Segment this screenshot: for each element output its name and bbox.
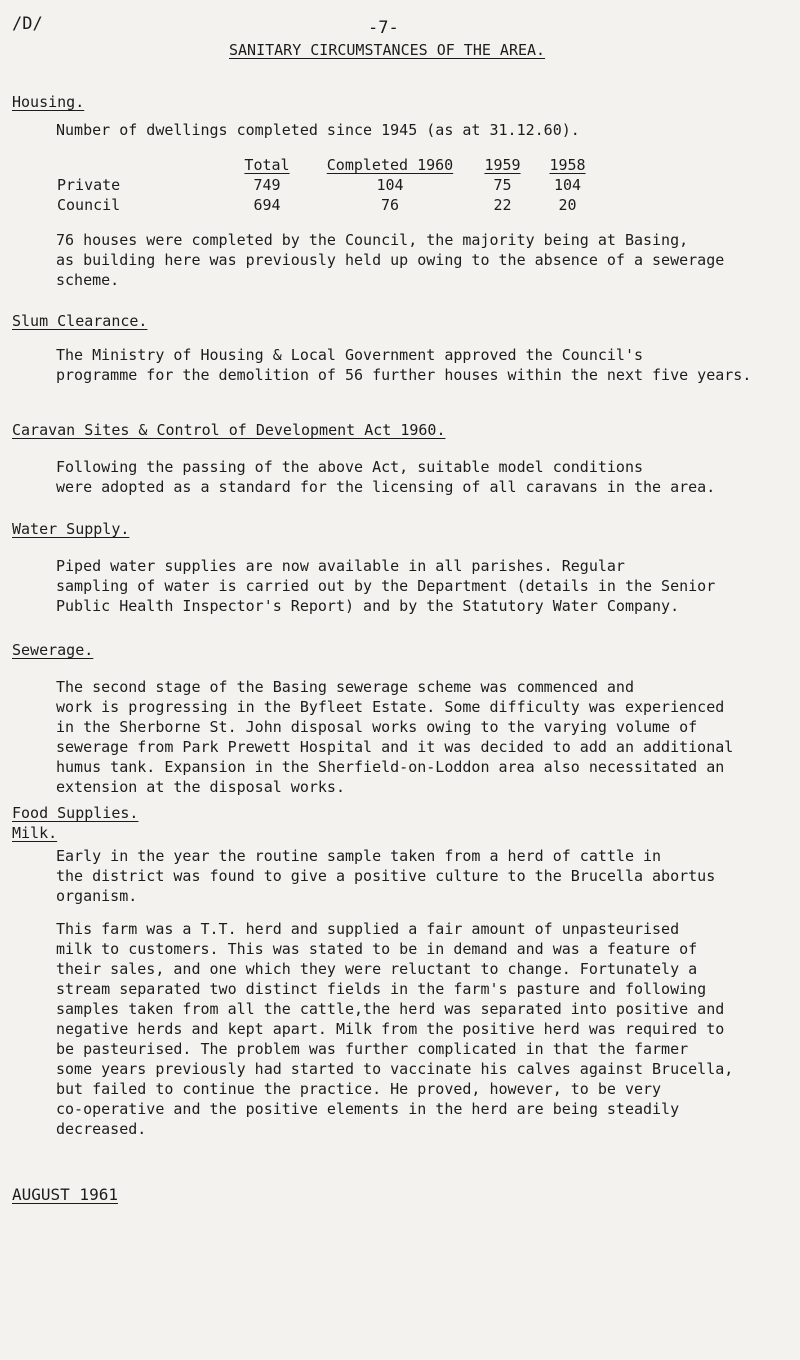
food-heading: Food Supplies. bbox=[12, 804, 139, 822]
caravan-text: Following the passing of the above Act, suitable model conditions were adopted as a standard for the licensing of all caravans in the area. bbox=[56, 458, 716, 496]
document-ref: /D/ bbox=[12, 14, 43, 34]
table-cell: 749 bbox=[253, 176, 281, 194]
column-header: 1958 bbox=[549, 156, 586, 174]
table-cell: 76 bbox=[380, 196, 400, 214]
slum-text: The Ministry of Housing & Local Government approved the Council's programme for the demolition of 56 further houses within the next five years. bbox=[56, 346, 752, 384]
housing-note: 76 houses were completed by the Council, the majority being at Basing, as building here was previously held up owing to the absence of a sewerage scheme. bbox=[56, 231, 725, 289]
slum-heading: Slum Clearance. bbox=[12, 312, 148, 330]
housing-heading: Housing. bbox=[12, 93, 85, 111]
footer-date: AUGUST 1961 bbox=[12, 1185, 118, 1204]
water-heading: Water Supply. bbox=[12, 520, 130, 538]
row-label: Private bbox=[57, 176, 121, 194]
table-cell: 20 bbox=[558, 196, 577, 214]
page-title: SANITARY CIRCUMSTANCES OF THE AREA. bbox=[229, 41, 546, 59]
table-cell: 104 bbox=[376, 176, 404, 194]
page-number: -7- bbox=[368, 18, 399, 38]
column-header: Total bbox=[244, 156, 290, 174]
column-header: Completed 1960 bbox=[326, 156, 454, 174]
housing-intro: Number of dwellings completed since 1945 (as at 31.12.60). bbox=[56, 121, 580, 139]
milk-text-1: Early in the year the routine sample taken from a herd of cattle in the district was found to give a positive culture to the Brucella abortus organism. bbox=[56, 847, 716, 905]
table-cell: 104 bbox=[553, 176, 582, 194]
water-text: Piped water supplies are now available in all parishes. Regular sampling of water is carried out by the Department (details in the Senior Public Health Inspector's Report) and by the Statutory Water Company. bbox=[56, 557, 716, 615]
caravan-heading: Caravan Sites & Control of Development Act 1960. bbox=[12, 421, 446, 439]
table-cell: 75 bbox=[493, 176, 512, 194]
column-header: 1959 bbox=[484, 156, 521, 174]
milk-text-2: This farm was a T.T. herd and supplied a fair amount of unpasteurised milk to customers. This was stated to be in demand and was a feature of their sales, and one which they were reluctant to change. Fortunately a stream separated two distinct fields in the farm's pasture and following samples taken from all the cattle,the herd was separated into positive and negative herds and kept apart. Milk from the positive herd was required to be pasteurised. The problem was further complicated in that the farmer some years previously had started to vaccinate his calves against Brucella, but failed to continue the practice. He proved, however, to be very co-operative and the positive elements in the herd are being steadily decreased. bbox=[56, 920, 734, 1138]
table-cell: 694 bbox=[253, 196, 281, 214]
row-label: Council bbox=[57, 196, 121, 214]
sewerage-heading: Sewerage. bbox=[12, 641, 94, 659]
milk-subheading: Milk. bbox=[12, 824, 58, 842]
table-cell: 22 bbox=[493, 196, 512, 214]
sewerage-text: The second stage of the Basing sewerage scheme was commenced and work is progressing in the Byfleet Estate. Some difficulty was experienced in the Sherborne St. John disposal works owing to the varying volume of sewerage from Park Prewett Hospital and it was decided to add an additional humus tank. Expansion in the Sherfield-on-Loddon area also necessitated an extension at the disposal works. bbox=[56, 678, 734, 796]
